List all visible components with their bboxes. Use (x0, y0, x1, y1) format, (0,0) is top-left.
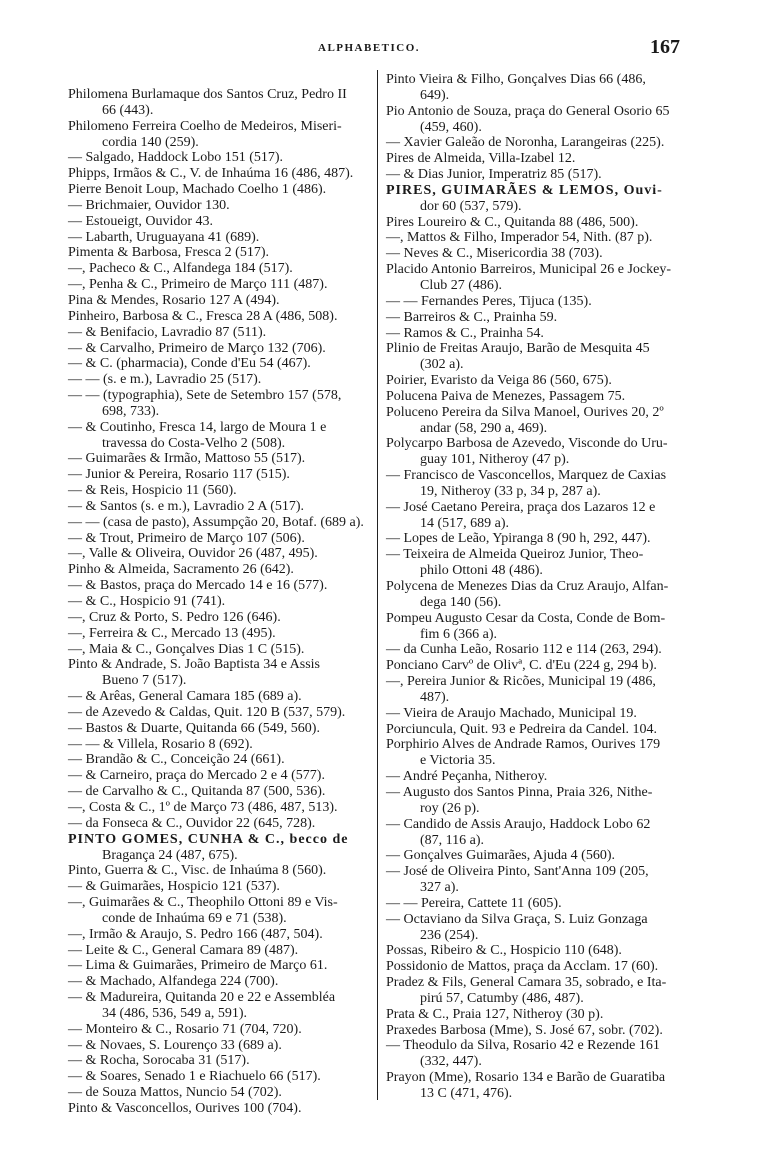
entry-continuation-line: fim 6 (366 a). (420, 626, 497, 642)
entry-continuation-line: guay 101, Nitheroy (47 p). (420, 452, 570, 468)
directory-entry (68, 800, 378, 816)
entry-line: Polucena Paiva de Menezes, Passagem 75. (386, 388, 626, 404)
entry-line: — Lima & Guimarães, Primeiro de Março 61. (68, 958, 328, 974)
entry-line: Pina & Mendes, Rosario 127 A (494). (68, 292, 280, 308)
entry-line: — José Caetano Pereira, praça dos Lazaros 12 e (386, 499, 656, 515)
directory-entry (68, 1053, 378, 1069)
entry-continuation-line: pirú 57, Catumby (486, 487). (420, 990, 584, 1006)
directory-entry (68, 261, 378, 277)
directory-entry (68, 214, 378, 230)
entry-continuation-line: 327 a). (420, 880, 459, 896)
directory-entry (386, 579, 721, 611)
entry-line: — Lopes de Leão, Ypiranga 8 (90 h, 292, 447). (386, 531, 651, 547)
entry-continuation-line: (87, 116 a). (420, 832, 485, 848)
entry-continuation-line: (459, 460). (420, 119, 482, 135)
entry-line: —, Pereira Junior & Ricões, Municipal 19 (486, (386, 674, 656, 690)
entry-continuation-line: 19, Nitheroy (33 p, 34 p, 287 a). (420, 483, 601, 499)
entry-line: Porphirio Alves de Andrade Ramos, Ourives 179 (386, 737, 661, 753)
directory-entry (386, 167, 721, 183)
directory-entry (68, 737, 378, 753)
entry-line: — de Souza Mattos, Nuncio 54 (702). (68, 1085, 282, 1101)
entry-line: —, Penha & C., Primeiro de Março 111 (487). (68, 277, 328, 293)
entry-line: Pimenta & Barbosa, Fresca 2 (517). (68, 245, 270, 261)
directory-entry (68, 768, 378, 784)
entry-line: —, Costa & C., 1º de Março 73 (486, 487, 513). (68, 799, 338, 815)
directory-entry (68, 546, 378, 562)
directory-entry (386, 912, 721, 944)
directory-entry (68, 483, 378, 499)
entry-line: — Candido de Assis Araujo, Haddock Lobo 62 (386, 816, 651, 832)
entry-line: Prata & C., Praia 127, Nitheroy (30 p). (386, 1006, 604, 1022)
directory-entry (386, 864, 721, 896)
directory-entry (386, 706, 721, 722)
directory-entry (386, 183, 721, 215)
entry-line: Pires Loureiro & C., Quitanda 88 (486, 500). (386, 214, 639, 230)
directory-entry (68, 895, 378, 927)
entry-line: — & Carneiro, praça do Mercado 2 e 4 (577). (68, 768, 325, 784)
entry-line: PINTO GOMES, CUNHA & C., becco de (68, 831, 349, 847)
entry-line: —, Ferreira & C., Mercado 13 (495). (68, 625, 276, 641)
entry-line: — Xavier Galeão de Noronha, Larangeiras (225). (386, 135, 665, 151)
entry-line: — & Reis, Hospicio 11 (560). (68, 483, 237, 499)
right-column (386, 72, 721, 1102)
entry-line: —, Guimarães & C., Theophilo Ottoni 89 e Vis- (68, 895, 338, 911)
entry-line: — & Guimarães, Hospicio 121 (537). (68, 879, 280, 895)
directory-entry (68, 451, 378, 467)
entry-line: Porciuncula, Quit. 93 e Pedreira da Candel. 104. (386, 721, 657, 737)
entry-line: — da Fonseca & C., Ouvidor 22 (645, 728). (68, 815, 316, 831)
entry-continuation-line: 14 (517, 689 a). (420, 515, 510, 531)
entry-line: — & Arêas, General Camara 185 (689 a). (68, 689, 302, 705)
entry-continuation-line: cordia 140 (259). (102, 134, 199, 150)
entry-line: Philomeno Ferreira Coelho de Medeiros, Miseri- (68, 118, 342, 134)
entry-line: — de Carvalho & C., Quitanda 87 (500, 536). (68, 784, 326, 800)
directory-entry (68, 642, 378, 658)
entry-continuation-line: 236 (254). (420, 927, 479, 943)
entry-line: —, Mattos & Filho, Imperador 54, Nith. (87 p). (386, 230, 653, 246)
directory-entry (68, 626, 378, 642)
directory-entry (68, 1069, 378, 1085)
directory-entry (386, 769, 721, 785)
directory-entry (386, 246, 721, 262)
entry-line: — — & Villela, Rosario 8 (692). (68, 736, 253, 752)
entry-line: Philomena Burlamaque dos Santos Cruz, Pedro II (68, 87, 347, 102)
entry-line: Possas, Ribeiro & C., Hospicio 110 (648). (386, 943, 622, 959)
directory-entry (68, 499, 378, 515)
entry-line: —, Cruz & Porto, S. Pedro 126 (646). (68, 609, 281, 625)
entry-line: Pires de Almeida, Villa-Izabel 12. (386, 151, 576, 167)
entry-line: — & Coutinho, Fresca 14, largo de Moura 1 e (68, 419, 327, 435)
entry-line: Praxedes Barbosa (Mme), S. José 67, sobr. (702). (386, 1022, 663, 1038)
entry-line: — & Soares, Senado 1 e Riachuelo 66 (517). (68, 1069, 321, 1085)
directory-entry (68, 309, 378, 325)
directory-entry (68, 594, 378, 610)
directory-entry (386, 896, 721, 912)
directory-entry (386, 531, 721, 547)
entry-line: Phipps, Irmãos & C., V. de Inhaúma 16 (486, 487). (68, 166, 354, 182)
page-header-title: ALPHABETICO. (318, 42, 421, 54)
entry-continuation-line: Bueno 7 (517). (102, 673, 187, 689)
entry-line: Polycena de Menezes Dias da Cruz Araujo, Alfan- (386, 579, 669, 594)
entry-line: — de Azevedo & Caldas, Quit. 120 B (537, 579). (68, 704, 346, 720)
directory-entry (386, 262, 721, 294)
directory-entry (68, 721, 378, 737)
entry-line: — Bastos & Duarte, Quitanda 66 (549, 560). (68, 720, 320, 736)
directory-entry (68, 578, 378, 594)
entry-line: Pradez & Fils, General Camara 35, sobrado, e Ita- (386, 975, 667, 991)
directory-entry (386, 310, 721, 326)
directory-entry (386, 817, 721, 849)
directory-entry (386, 848, 721, 864)
entry-line: PIRES, GUIMARÃES & LEMOS, Ouvi- (386, 182, 663, 198)
entry-line: — Salgado, Haddock Lobo 151 (517). (68, 150, 284, 166)
entry-line: —, Maia & C., Gonçalves Dias 1 C (515). (68, 641, 305, 657)
directory-entry (386, 943, 721, 959)
directory-entry (68, 182, 378, 198)
directory-entry (68, 816, 378, 832)
directory-entry (386, 389, 721, 405)
entry-line: — Ramos & C., Prainha 54. (386, 325, 544, 341)
directory-entry (68, 879, 378, 895)
entry-continuation-line: (302 a). (420, 357, 464, 373)
entry-continuation-line: Bragança 24 (487, 675). (102, 847, 238, 863)
entry-line: Poirier, Evaristo da Veiga 86 (560, 675). (386, 373, 612, 389)
entry-line: — Brandão & C., Conceição 24 (661). (68, 752, 285, 768)
entry-line: —, Valle & Oliveira, Ouvidor 26 (487, 495). (68, 546, 318, 562)
entry-line: Possidonio de Mattos, praça da Acclam. 17 (60). (386, 959, 659, 975)
entry-line: — Labarth, Uruguayana 41 (689). (68, 229, 260, 245)
directory-entry (386, 72, 721, 104)
directory-entry (68, 150, 378, 166)
entry-line: — Octaviano da Silva Graça, S. Luiz Gonzaga (386, 911, 648, 927)
directory-entry (68, 657, 378, 689)
directory-entry (386, 468, 721, 500)
directory-entry (386, 341, 721, 373)
entry-line: — & C., Hospicio 91 (741). (68, 594, 226, 609)
entry-line: — Francisco de Vasconcellos, Marquez de Caxias (386, 468, 667, 484)
directory-entry (386, 611, 721, 643)
directory-entry (386, 1007, 721, 1023)
directory-entry (68, 341, 378, 357)
directory-entry (68, 863, 378, 879)
entry-line: — Brichmaier, Ouvidor 130. (68, 197, 230, 213)
entry-line: — Augusto dos Santos Pinna, Praia 326, Nithe- (386, 784, 653, 800)
directory-entry (386, 642, 721, 658)
entry-continuation-line: 13 C (471, 476). (420, 1086, 513, 1101)
entry-continuation-line: 34 (486, 536, 549 a, 591). (102, 1005, 248, 1021)
directory-entry (386, 547, 721, 579)
entry-line: — da Cunha Leão, Rosario 112 e 114 (263, 294). (386, 642, 662, 658)
directory-entry (68, 531, 378, 547)
directory-entry (68, 974, 378, 990)
entry-line: — & Madureira, Quitanda 20 e 22 e Assembléa (68, 990, 336, 1006)
directory-entry (68, 1038, 378, 1054)
directory-entry (386, 1023, 721, 1039)
entry-line: Pompeu Augusto Cesar da Costa, Conde de Bom- (386, 610, 666, 626)
entry-line: Pinto & Andrade, S. João Baptista 34 e Assis (68, 657, 320, 673)
entry-line: —, Irmão & Araujo, S. Pedro 166 (487, 504). (68, 926, 323, 942)
entry-line: — Neves & C., Misericordia 38 (703). (386, 246, 603, 262)
directory-entry (68, 230, 378, 246)
entry-line: — & Carvalho, Primeiro de Março 132 (706). (68, 340, 326, 356)
entry-line: — Leite & C., General Camara 89 (487). (68, 942, 299, 958)
directory-entry (68, 87, 378, 119)
directory-entry (68, 943, 378, 959)
directory-entry (386, 737, 721, 769)
entry-line: Placido Antonio Barreiros, Municipal 26 e Jockey- (386, 262, 671, 278)
directory-entry (68, 990, 378, 1022)
directory-entry (68, 356, 378, 372)
entry-line: — & Novaes, S. Lourenço 33 (689 a). (68, 1037, 282, 1053)
entry-line: — Monteiro & C., Rosario 71 (704, 720). (68, 1021, 302, 1037)
entry-line: — & Rocha, Sorocaba 31 (517). (68, 1053, 250, 1069)
directory-entry (386, 785, 721, 817)
entry-line: Plinio de Freitas Araujo, Barão de Mesquita 45 (386, 341, 650, 357)
directory-entry (386, 658, 721, 674)
directory-entry (68, 752, 378, 768)
directory-entry (386, 1038, 721, 1070)
directory-entry (68, 784, 378, 800)
entry-line: — — (typographia), Sete de Setembro 157 (578, (68, 388, 342, 404)
entry-continuation-line: dega 140 (56). (420, 594, 502, 610)
directory-entry (68, 958, 378, 974)
entry-continuation-line: Club 27 (486). (420, 277, 503, 293)
directory-entry (386, 135, 721, 151)
entry-line: Ponciano Carvº de Olivª, C. d'Eu (224 g, 294 b). (386, 658, 657, 674)
entry-line: — & Trout, Primeiro de Março 107 (506). (68, 530, 305, 546)
entry-line: — Gonçalves Guimarães, Ajuda 4 (560). (386, 848, 615, 864)
entry-continuation-line: andar (58, 290 a, 469). (420, 420, 548, 436)
entry-line: — — (s. e m.), Lavradio 25 (517). (68, 372, 262, 388)
directory-entry (68, 198, 378, 214)
entry-line: — & Dias Junior, Imperatriz 85 (517). (386, 167, 602, 183)
entry-line: — José de Oliveira Pinto, Sant'Anna 109 (205, (386, 864, 649, 880)
entry-continuation-line: 649). (420, 87, 450, 103)
entry-line: — Estoueigt, Ouvidor 43. (68, 213, 214, 229)
directory-entry (386, 959, 721, 975)
page-number: 167 (650, 36, 680, 58)
directory-entry (68, 245, 378, 261)
directory-entry (68, 515, 378, 531)
directory-entry (386, 405, 721, 437)
directory-entry (68, 689, 378, 705)
entry-continuation-line: e Victoria 35. (420, 753, 496, 769)
entry-line: Poluceno Pereira da Silva Manoel, Ourives 20, 2º (386, 404, 664, 420)
directory-entry (386, 722, 721, 738)
directory-entry (68, 420, 378, 452)
left-column (68, 87, 378, 1117)
entry-continuation-line: dor 60 (537, 579). (420, 198, 522, 214)
directory-entry (68, 1101, 378, 1117)
directory-entry (68, 293, 378, 309)
directory-entry (68, 927, 378, 943)
entry-line: Pinheiro, Barbosa & C., Fresca 28 A (486, 508). (68, 308, 338, 324)
directory-entry (68, 277, 378, 293)
directory-entry (68, 705, 378, 721)
entry-line: — Theodulo da Silva, Rosario 42 e Rezende 161 (386, 1038, 660, 1054)
entry-line: — Barreiros & C., Prainha 59. (386, 309, 558, 325)
entry-line: — & C. (pharmacia), Conde d'Eu 54 (467). (68, 356, 311, 372)
directory-entry (386, 326, 721, 342)
entry-line: Polycarpo Barbosa de Azevedo, Visconde do Uru- (386, 436, 668, 452)
entry-continuation-line: travessa do Costa-Velho 2 (508). (102, 435, 286, 451)
entry-continuation-line: 698, 733). (102, 403, 160, 419)
entry-line: — & Machado, Alfandega 224 (700). (68, 974, 279, 990)
entry-line: — Guimarães & Irmão, Mattoso 55 (517). (68, 451, 306, 467)
directory-entry (386, 151, 721, 167)
entry-line: Pinto, Guerra & C., Visc. de Inhaúma 8 (560). (68, 863, 327, 879)
directory-entry (68, 325, 378, 341)
directory-entry (386, 1070, 721, 1102)
entry-line: — André Peçanha, Nitheroy. (386, 769, 548, 785)
entry-line: —, Pacheco & C., Alfandega 184 (517). (68, 261, 293, 277)
directory-entry (68, 388, 378, 420)
entry-line: Pio Antonio de Souza, praça do General Osorio 65 (386, 103, 670, 119)
directory-entry (68, 1085, 378, 1101)
entry-line: — Teixeira de Almeida Queiroz Junior, Theo- (386, 547, 644, 563)
directory-entry (68, 119, 378, 151)
entry-continuation-line: 66 (443). (102, 102, 154, 118)
entry-line: Pierre Benoit Loup, Machado Coelho 1 (486). (68, 182, 327, 198)
directory-entry (68, 562, 378, 578)
entry-line: — & Santos (s. e m.), Lavradio 2 A (517). (68, 498, 305, 514)
entry-line: Pinto & Vasconcellos, Ourives 100 (704). (68, 1101, 302, 1116)
directory-entry (68, 610, 378, 626)
entry-line: — & Benifacio, Lavradio 87 (511). (68, 324, 267, 340)
entry-line: Pinho & Almeida, Sacramento 26 (642). (68, 562, 294, 578)
directory-entry (386, 104, 721, 136)
directory-entry (386, 373, 721, 389)
entry-line: — — Fernandes Peres, Tijuca (135). (386, 293, 592, 309)
directory-entry (68, 372, 378, 388)
directory-entry (68, 467, 378, 483)
entry-line: Pinto Vieira & Filho, Gonçalves Dias 66 (486, (386, 72, 646, 87)
entry-continuation-line: roy (26 p). (420, 800, 480, 816)
entry-continuation-line: 487). (420, 689, 450, 705)
directory-entry (68, 1022, 378, 1038)
directory-entry (386, 436, 721, 468)
running-head (0, 38, 768, 58)
directory-entry (386, 500, 721, 532)
directory-entry (386, 230, 721, 246)
entry-line: — — (casa de pasto), Assumpção 20, Botaf. (689 a). (68, 514, 364, 530)
directory-entry (68, 166, 378, 182)
directory-entry (68, 832, 378, 864)
entry-line: — Junior & Pereira, Rosario 117 (515). (68, 467, 290, 483)
entry-continuation-line: (332, 447). (420, 1054, 482, 1070)
entry-line: Prayon (Mme), Rosario 134 e Barão de Guaratiba (386, 1070, 666, 1086)
entry-continuation-line: conde de Inhaúma 69 e 71 (538). (102, 910, 287, 926)
entry-line: — & Bastos, praça do Mercado 14 e 16 (577). (68, 578, 328, 594)
entry-line: — — Pereira, Cattete 11 (605). (386, 895, 562, 911)
entry-continuation-line: philo Ottoni 48 (486). (420, 563, 543, 579)
entry-line: — Vieira de Araujo Machado, Municipal 19. (386, 705, 637, 721)
directory-entry (386, 975, 721, 1007)
directory-entry (386, 294, 721, 310)
directory-entry (386, 674, 721, 706)
directory-entry (386, 215, 721, 231)
